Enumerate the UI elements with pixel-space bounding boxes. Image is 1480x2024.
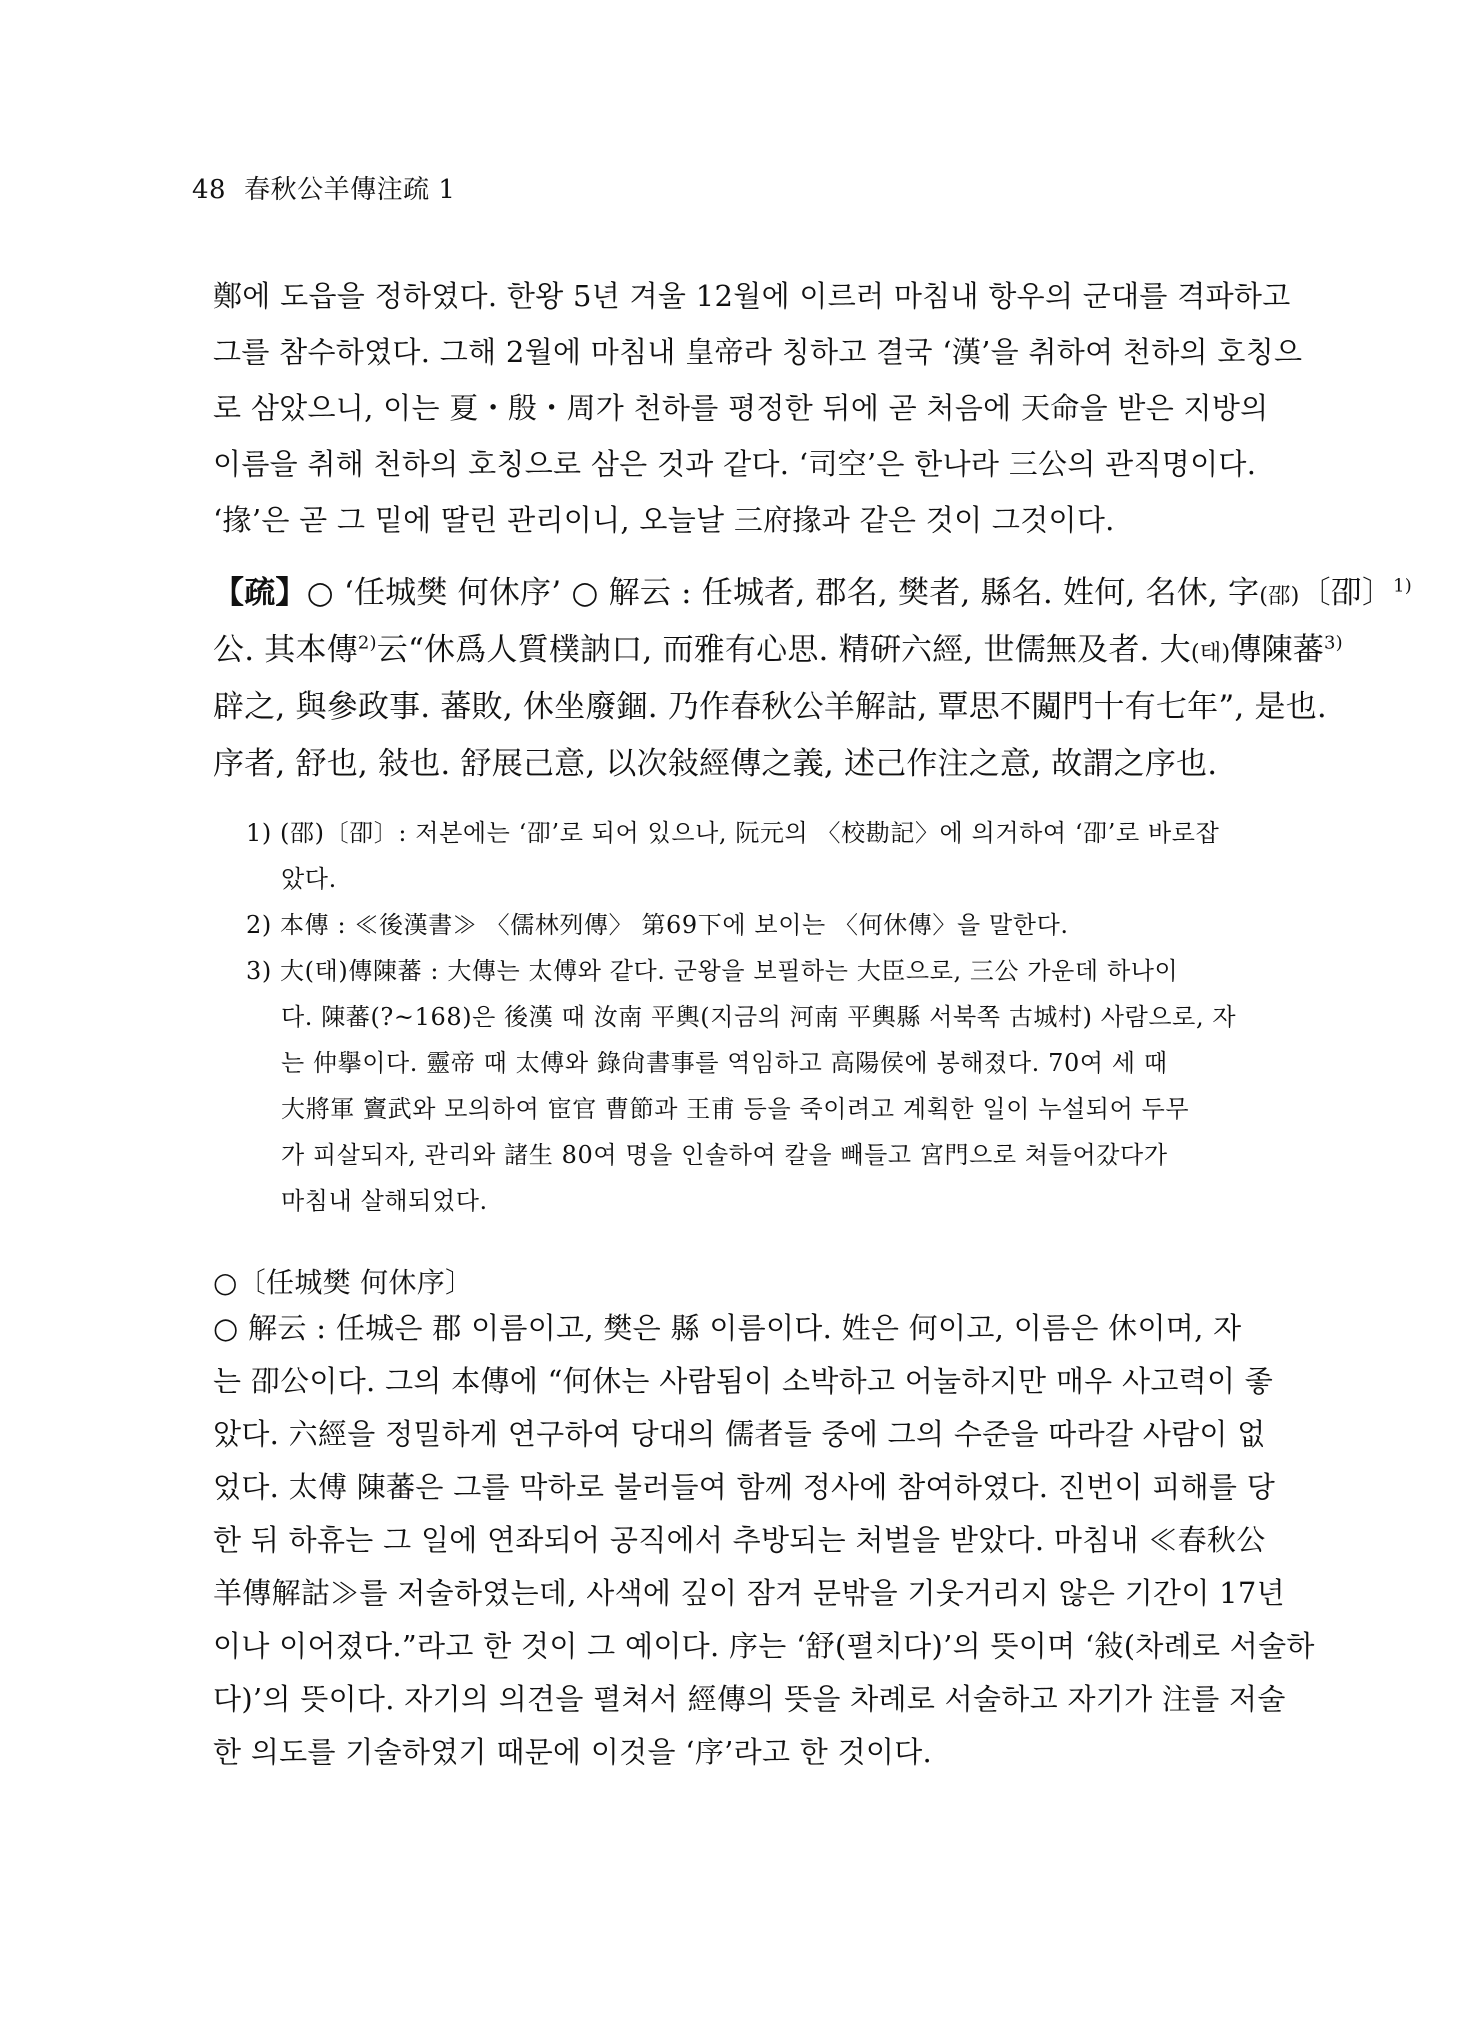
text-line: 羊傳解詁≫를 저술하였는데, 사색에 깊이 잠겨 문밖을 기웃거리지 않은 기간이 17년 [213,1576,1285,1610]
text-line: 다)’의 뜻이다. 자기의 의견을 펼쳐서 經傳의 뜻을 차례로 서술하고 자기가 注를 저술 [213,1682,1286,1716]
explanation-paragraph [213,1302,1315,1779]
text-line: 로 삼았으니, 이는 夏・殷・周가 천하를 평정한 뒤에 곧 처음에 天命을 받은 지방의 [213,391,1269,425]
text-line: 이름을 취해 천하의 호칭으로 삼은 것과 같다. ‘司空’은 한나라 三公의 관직명이다. [213,447,1257,481]
section-heading-block [213,1258,1283,1308]
commentary-text: ○ ‘任城樊 何休序’ ○ 解云 : 任城者, 郡名, 樊者, 縣名. 姓何, 名休, 字 [306,575,1260,611]
text-line: 이나 이어졌다.”라고 한 것이 그 예이다. 序는 ‘舒(펼치다)’의 뜻이며 ‘敍(차례로 서술하 [213,1629,1315,1663]
commentary-line: 辟之, 與參政事. 蕃敗, 休坐廢錮. 乃作春秋公羊解詁, 覃思不闚門十有七年”, 是也. [213,689,1327,725]
text-line: 았다. 六經을 정밀하게 연구하여 당대의 儒者들 중에 그의 수준을 따라갈 사람이 없 [213,1417,1266,1451]
commentary-text: (邵) [1259,583,1300,609]
footnotes [246,810,1286,1224]
text-line: 鄭에 도읍을 정하였다. 한왕 5년 겨울 12월에 이르러 마침내 항우의 군대를 격파하고 [213,279,1291,313]
footnote-ref[interactable]: 1) [1393,575,1413,597]
commentary-line: 序者, 舒也, 敍也. 舒展己意, 以次敍經傳之義, 述己作注之意, 故謂之序也. [213,746,1218,782]
footnote-line: 大將軍 竇武와 모의하여 宦官 曹節과 王甫 등을 죽이려고 계획한 일이 누설되어 두무 [281,1095,1190,1123]
footnote-line: 2) 本傳 : ≪後漢書≫ 〈儒林列傳〉 第69下에 보이는 〈何休傳〉을 말한다. [246,911,1069,939]
footnote-ref[interactable]: 3) [1324,632,1343,654]
footnote-line: 1) (邵)〔卲〕: 저본에는 ‘卲’로 되어 있으나, 阮元의 〈校勘記〉에 의거하여 ‘卲’로 바로잡 [246,819,1220,847]
footnote-line: 가 피살되자, 관리와 諸生 80여 명을 인솔하여 칼을 빼들고 宮門으로 쳐들어갔다가 [281,1141,1168,1169]
footnote-line: 3) 大(태)傳陳蕃 : 大傳는 太傅와 같다. 군왕을 보필하는 大臣으로, 三公 가운데 하나이 [246,957,1179,985]
text-line: 한 의도를 기술하였기 때문에 이것을 ‘序’라고 한 것이다. [213,1735,933,1769]
footnote-line: 는 仲擧이다. 靈帝 때 太傅와 錄尙書事를 역임하고 高陽侯에 봉해졌다. 70여 세 때 [281,1049,1168,1077]
commentary-text: 傳陳蕃 [1230,632,1325,668]
commentary-line [213,622,1343,679]
footnote-ref[interactable]: 2) [357,632,377,654]
book-title: 春秋公羊傳注疏 1 [244,175,456,205]
commentary-line [213,565,1413,622]
page-number: 48 [192,175,227,205]
text-line: ‘掾’은 곧 그 밑에 딸린 관리이니, 오늘날 三府掾과 같은 것이 그것이다. [213,503,1115,537]
footnote-line: 마침내 살해되었다. [281,1187,488,1215]
text-line: ○ 解云 : 任城은 郡 이름이고, 樊은 縣 이름이다. 姓은 何이고, 이름은 休이며, 자 [213,1311,1242,1345]
footnote-line: 았다. [281,865,337,893]
commentary-text: 云“休爲人質樸訥口, 而雅有心思. 精硏六經, 世儒無及者. 大 [376,632,1191,668]
footnote-line: 다. 陳蕃(?~168)은 後漢 때 汝南 平輿(지금의 河南 平輿縣 서북쪽 古城村) 사람으로, 자 [281,1003,1237,1031]
text-line: 었다. 太傅 陳蕃은 그를 막하로 불러들여 함께 정사에 참여하였다. 진번이 피해를 당 [213,1470,1276,1504]
section-heading: ○〔任城樊 何休序〕 [213,1266,474,1299]
translation-paragraph [213,268,1303,548]
commentary-text: (태) [1190,640,1231,666]
text-line: 그를 참수하였다. 그해 2월에 마침내 皇帝라 칭하고 결국 ‘漢’을 취하여 천하의 호칭으 [213,335,1303,369]
commentary-label: 【疏】 [213,575,307,611]
commentary-paragraph [213,565,1413,793]
running-header [192,173,455,207]
commentary-text: 〔卲〕 [1299,575,1394,611]
text-line: 는 卲公이다. 그의 本傳에 “何休는 사람됨이 소박하고 어눌하지만 매우 사고력이 좋 [213,1364,1274,1398]
commentary-text: 公. 其本傳 [213,632,358,668]
text-line: 한 뒤 하휴는 그 일에 연좌되어 공직에서 추방되는 처벌을 받았다. 마침내 ≪春秋公 [213,1523,1266,1557]
